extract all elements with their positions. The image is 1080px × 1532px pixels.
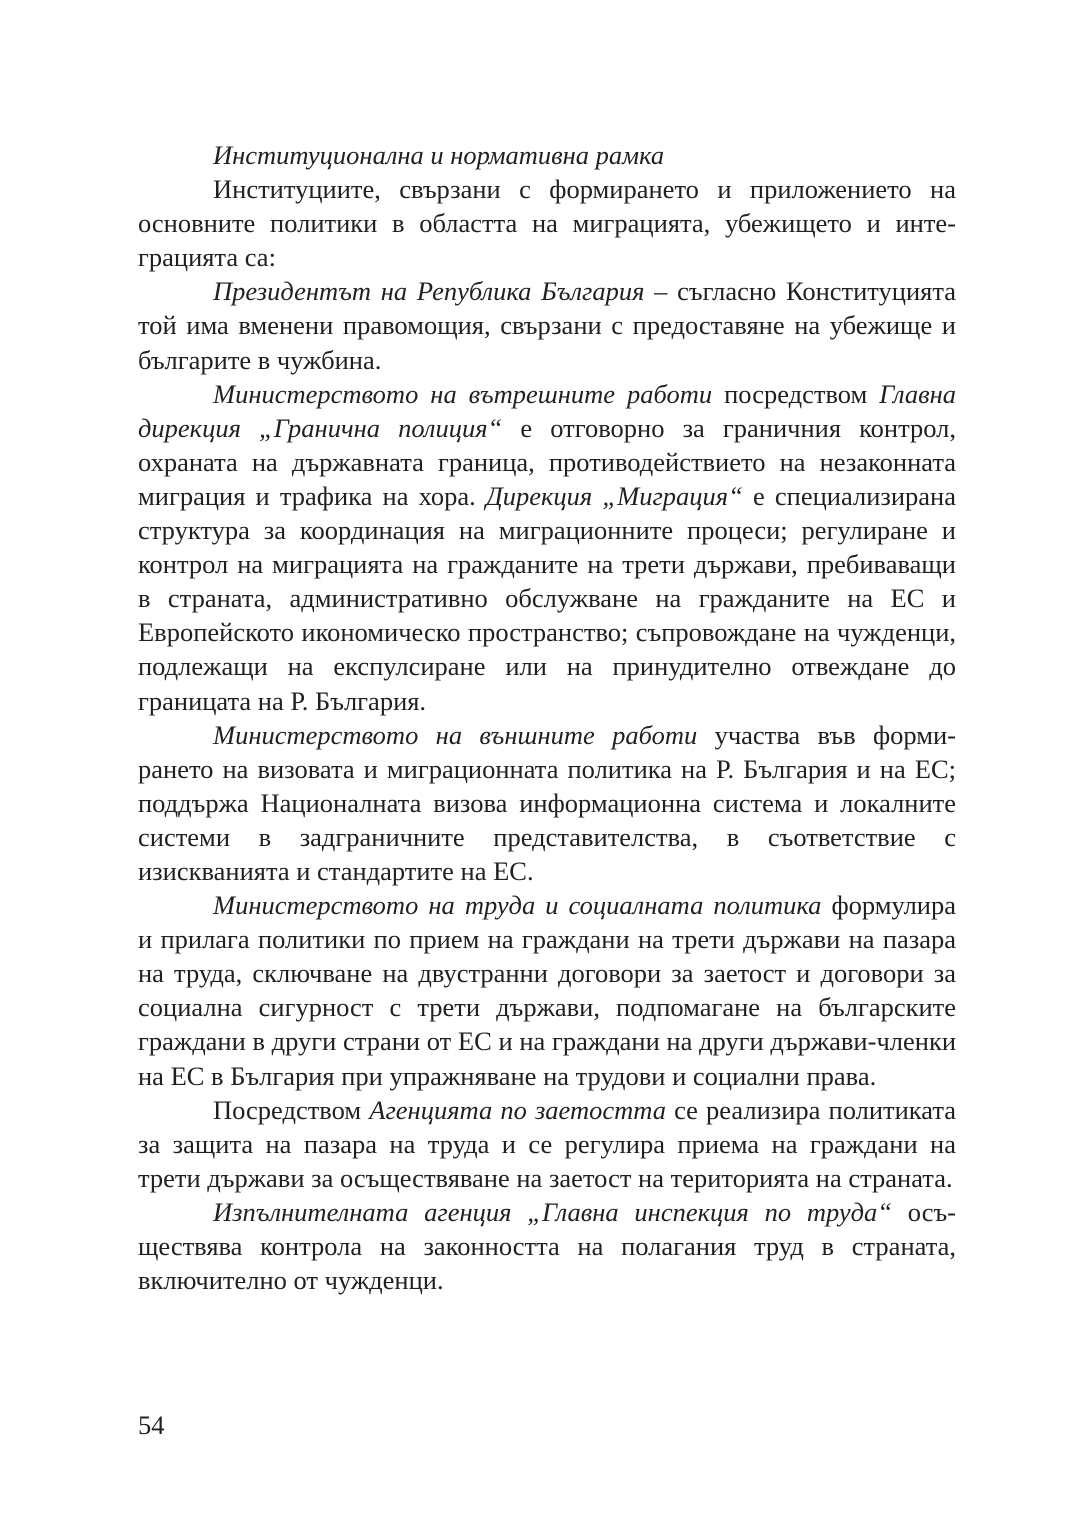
paragraph-foreign-ministry [138,718,956,888]
paragraph-text: посредством [712,378,880,409]
paragraph-text: Институциите, свързани с формирането и приложението на основните политики в областта на миграцията, убежището и интеграцията са: [138,174,956,273]
paragraph-lead-migration-directorate: Дирекция „Миграция“ [485,480,743,511]
paragraph-lead-border-police: Главна дирекция „Гранична полиция“ [138,378,956,443]
paragraph-text: осъществява контрола на законността на полагания труд в страната, включително от чужденци. [138,1196,956,1296]
paragraph-institutions-intro [138,172,956,274]
paragraph-text: участва във формирането на визовата и миграционната политика на Р. България и на ЕС; поддържа Националната визова информационна система и локалните системи в задграничните представителства, в съответствие с изискванията и стандартите на ЕС. [138,719,956,886]
paragraph-lead: Президентът на Република България [213,276,645,307]
paragraph-lead: Изпълнителната агенция „Главна инспекция по труда“ [213,1196,892,1227]
paragraph-labour-ministry [138,888,956,1093]
paragraph-text: формулира и прилага политики по прием на граждани на трети държави на пазара на труда, сключване на двустранни договори за заетост и договори за социална сигурност с трети държави, подпомагане на българските граждани в други страни от ЕС и на граждани на други държави-членки на ЕС в България при упражняване на трудови и социални права. [138,890,957,1091]
page-body [138,138,956,1297]
paragraph-lead: Министерството на външните работи [213,719,698,750]
paragraph-lead: Министерството на вътрешните работи [213,378,713,409]
section-heading: Институционална и нормативна рамка [213,140,665,170]
paragraph-employment-agency [138,1093,956,1195]
paragraph-lead: Агенцията по заетостта [369,1094,666,1125]
paragraph-text: се реализира политиката за защита на пазара на труда и се регулира приема на граждани на трети държави за осъществяване на заетост на територията на страната. [138,1094,956,1193]
paragraph-interior-ministry [138,377,956,718]
paragraph-prefix: Посредством [213,1094,370,1125]
paragraph-labour-inspectorate [138,1195,956,1297]
paragraph-text: е специализирана структура за координация на миграционните процеси; регулиране и контрол на миграцията на гражданите на трети държави, пребиваващи в страната, административно обслужване на гражданите на ЕС и Европейското икономическо пространство; съпровождане на чужденци, подлежащи на експулсиране или на принудително отвеждане до границата на Р. България. [138,480,956,716]
paragraph-text: – съгласно Конституцията той има вменени правомощия, свързани с предоставяне на убежище и българите в чужбина. [138,276,956,375]
paragraph-president [138,274,956,376]
paragraph-text: е отговорно за граничния контрол, охраната на държавната граница, противодействието на незаконната миграция и трафика на хора. [138,412,957,511]
paragraph-lead: Министерството на труда и социалната политика [213,890,822,921]
page-number: 54 [138,1410,165,1440]
